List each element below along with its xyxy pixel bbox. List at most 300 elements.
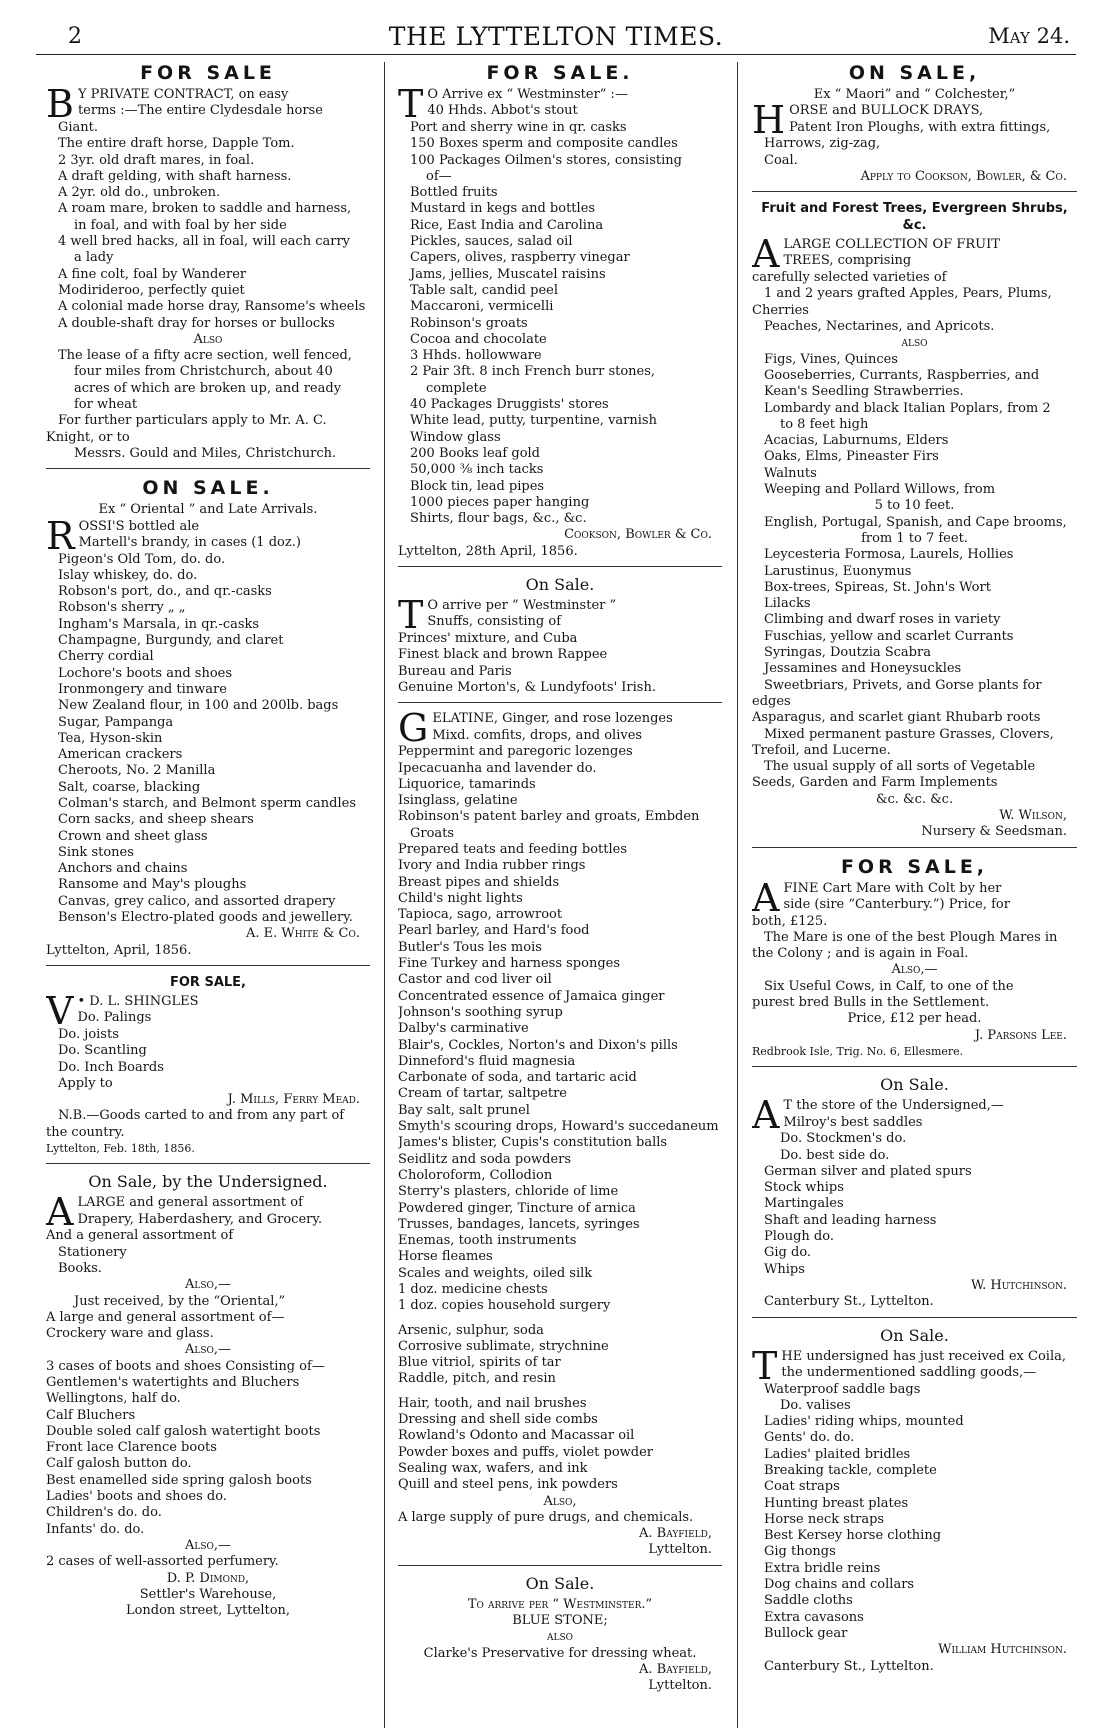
ad-line: BLUE STONE; (512, 1613, 608, 1629)
ad-line: O Arrive ex “ Westminster” :— (427, 87, 628, 102)
ad-line: Knight, or to (46, 429, 130, 445)
drop-cap-letter: T (398, 598, 424, 632)
ad-heading: ON SALE. (142, 477, 274, 500)
ad-line: T the store of the Undersigned,— (783, 1098, 1004, 1114)
ad-line: Anchors and chains (58, 861, 188, 877)
ad-line: Mustard in kegs and bottles (410, 201, 596, 217)
ad-line: Robson's sherry „ „ (58, 600, 186, 616)
ad-line: Tapioca, sago, arrowroot (398, 907, 563, 923)
ad-line: Carbonate of soda, and tartaric acid (398, 1070, 637, 1086)
ad-line: Martell's brandy, in cases (1 doz.) (78, 534, 301, 550)
ad-line: Salt, coarse, blacking (58, 779, 201, 795)
ad-line: Coal. (764, 152, 798, 168)
ad-line: Books. (58, 1260, 102, 1276)
drop-cap-block (752, 103, 1077, 136)
ad-line: edges (752, 693, 791, 709)
ad-line: Prepared teats and feeding bottles (398, 841, 627, 857)
drop-cap-letter: A (752, 1098, 780, 1132)
ad-line: Gig do. (764, 1245, 812, 1261)
ad-line: The Mare is one of the best Plough Mares in (764, 929, 1058, 945)
ad-line: side (sire “Canterbury.”) Price, for (783, 896, 1010, 912)
ad-line: Calf Bluchers (46, 1407, 136, 1423)
ad-line: 50,000 ⅜ inch tacks (410, 462, 544, 478)
ad-line: Ladies' riding whips, mounted (764, 1414, 964, 1430)
ad-line: William Hutchinson. (938, 1642, 1067, 1658)
ad-heading: On Sale. (880, 1075, 949, 1095)
ad-line: Extra bridle reins (764, 1560, 881, 1576)
ad-line: Sealing wax, wafers, and ink (398, 1460, 588, 1476)
ad-line: The lease of a fifty acre section, well fenced, (58, 348, 352, 364)
ad-line: 1 and 2 years grafted Apples, Pears, Plums, (764, 286, 1052, 302)
ad-line: Groats (410, 825, 455, 841)
ad-line: Bay salt, salt prunel (398, 1102, 530, 1118)
ad-line: Bullock gear (764, 1625, 848, 1641)
ad-line: Do. joists (58, 1026, 119, 1042)
ad-line: To arrive per “ Westminster.” (467, 1596, 653, 1612)
ad-line: 2 Pair 3ft. 8 inch French burr stones, (410, 364, 656, 380)
ad-line: Smyth's scouring drops, Howard's succedaneum (398, 1119, 719, 1135)
ad-line: from 1 to 7 feet. (861, 530, 968, 546)
ad-line: a lady (74, 250, 114, 266)
ad-line: A double-shaft dray for horses or bullocks (58, 315, 335, 331)
ad-line: A fine colt, foal by Wanderer (58, 266, 247, 282)
ad-line: O arrive per “ Westminster ” (427, 598, 617, 614)
ad-line: Cherries (752, 302, 809, 318)
ad-line: Gig thongs (764, 1544, 836, 1560)
ad-line: Ex “ Maori” and “ Colchester,” (813, 87, 1016, 102)
ad-line: Martingales (764, 1196, 844, 1212)
ad-line: A 2yr. old do., unbroken. (58, 185, 221, 201)
page-header (36, 20, 1076, 55)
ad-line: Do. Stockmen's do. (780, 1131, 907, 1147)
ad-line: Dog chains and collars (764, 1577, 915, 1593)
ad-line: Shirts, flour bags, &c., &c. (410, 511, 587, 527)
column-1 (42, 60, 374, 1724)
advertisement (394, 1565, 726, 1695)
ad-line: Crockery ware and glass. (46, 1326, 214, 1342)
ad-line: Enemas, tooth instruments (398, 1233, 577, 1249)
ad-line: Calf galosh button do. (46, 1456, 192, 1472)
ad-line: Waterproof saddle bags (764, 1381, 921, 1397)
ad-line: Rowland's Odonto and Macassar oil (398, 1428, 635, 1444)
ad-line: Figs, Vines, Quinces (764, 351, 898, 367)
ad-line: Ironmongery and tinware (58, 681, 227, 697)
ad-line: Climbing and dwarf roses in variety (764, 612, 1001, 628)
divider (752, 847, 1077, 848)
ad-heading: Fruit and Forest Trees, Evergreen Shrubs, &c. (761, 201, 1068, 234)
drop-cap-block (752, 881, 1077, 914)
ad-line: Larustinus, Euonymus (764, 563, 912, 579)
page-number: 2 (68, 24, 82, 49)
ad-line: Robinson's groats (410, 315, 528, 331)
ad-line: American crackers (58, 747, 183, 763)
ad-line: Saddle cloths (764, 1593, 853, 1609)
ad-line: London street, Lyttelton, (125, 1603, 291, 1619)
ad-line: Breast pipes and shields (398, 874, 560, 890)
drop-cap-block (752, 1349, 1077, 1382)
advertisement (748, 847, 1081, 1061)
ad-line: Lyttelton. (648, 1678, 712, 1694)
ad-line: Best Kersey horse clothing (764, 1528, 942, 1544)
ad-line: Jams, jellies, Muscatel raisins (410, 266, 606, 282)
ad-line: 40 Packages Druggists' stores (410, 397, 609, 413)
drop-cap-letter: R (46, 518, 75, 552)
ad-line: Patent Iron Ploughs, with extra fittings, (789, 119, 1051, 135)
ad-line: Oaks, Elms, Pineaster Firs (764, 449, 939, 465)
ad-line: Also (193, 331, 223, 347)
ad-heading: FOR SALE, (170, 974, 246, 990)
ad-line: Front lace Clarence boots (46, 1440, 217, 1456)
ad-line: Infants' do. do. (46, 1521, 145, 1537)
ad-line: And a general assortment of (46, 1228, 234, 1244)
ad-line: Do. Palings (77, 1010, 152, 1026)
ad-line: Breaking tackle, complete (764, 1463, 937, 1478)
ad-line: A. Bayfield, (639, 1661, 712, 1677)
drop-cap-block (398, 598, 722, 631)
issue-date: May 24. (988, 24, 1070, 48)
ad-line: 100 Packages Oilmen's stores, consisting (410, 152, 682, 168)
drop-cap-block (752, 237, 1077, 270)
divider (46, 468, 370, 469)
column-rule (384, 62, 385, 1728)
ad-line: 200 Books leaf gold (410, 445, 541, 461)
ad-heading: FOR SALE, (840, 855, 989, 878)
ad-line: 40 Hhds. Abbot's stout (427, 103, 578, 119)
ad-line: The usual supply of all sorts of Vegetable (764, 759, 1036, 775)
ad-line: 2 3yr. old draft mares, in foal. (58, 152, 255, 168)
ad-line: Gentlemen's watertights and Bluchers (46, 1375, 300, 1390)
ad-line: Butler's Tous les mois (398, 939, 542, 955)
ad-line: A roam mare, broken to saddle and harness, (58, 201, 352, 217)
divider (46, 965, 370, 966)
ad-line: Peppermint and paregoric lozenges (398, 744, 633, 760)
ad-line: J. Parsons Lee. (974, 1027, 1067, 1043)
ad-line: Plough do. (764, 1229, 834, 1245)
ad-line: Snuffs, consisting of (427, 614, 562, 630)
ad-line: Arsenic, sulphur, soda (398, 1322, 544, 1338)
ad-line: Ladies' boots and shoes do. (46, 1489, 227, 1505)
ad-line: the country. (46, 1124, 125, 1140)
ad-line: The entire draft horse, Dapple Tom. (58, 136, 295, 152)
ad-line: HE undersigned has just received ex Coila, (781, 1348, 1066, 1364)
ad-line: Ladies' plaited bridles (764, 1446, 911, 1462)
advertisement (42, 62, 374, 462)
ad-line: Clarke's Preservative for dressing wheat. (423, 1645, 697, 1661)
ad-line: Jessamines and Honeysuckles (764, 661, 962, 677)
ad-line: Children's do. do. (46, 1505, 162, 1521)
ad-line: Dalby's carminative (398, 1021, 529, 1037)
drop-cap-letter: H (752, 103, 786, 137)
ad-line: 3 Hhds. hollowware (410, 348, 542, 364)
drop-cap-block (46, 519, 370, 552)
ad-line: Acacias, Laburnums, Elders (764, 433, 949, 449)
ad-line: Finest black and brown Rappee (398, 647, 608, 663)
ad-line: Lyttelton, April, 1856. (46, 942, 192, 958)
ad-line: Crown and sheet glass (58, 828, 208, 844)
column-rule (737, 62, 738, 1728)
ad-line: Horse neck straps (764, 1511, 885, 1527)
ad-line: Ivory and India rubber rings (398, 858, 586, 874)
ad-line: TREES, comprising (783, 253, 912, 269)
ad-line: Nursery & Seedsman. (921, 824, 1067, 840)
ad-line: Port and sherry wine in qr. casks (410, 120, 627, 135)
ad-heading: On Sale. (525, 1573, 595, 1593)
ad-line: Harrows, zig-zag, (764, 136, 881, 152)
ad-line: Also, (543, 1493, 577, 1509)
ad-line: terms :—The entire Clydesdale horse (77, 103, 323, 119)
ad-line: Corrosive sublimate, strychnine (398, 1338, 609, 1354)
ad-line: For further particulars apply to Mr. A. C. (58, 413, 327, 429)
ad-line: Canterbury St., Lyttelton. (764, 1658, 934, 1674)
ad-line: Fuschias, yellow and scarlet Currants (764, 628, 1014, 644)
ad-heading: FOR SALE. (486, 62, 634, 84)
ad-line: A draft gelding, with shaft harness. (58, 168, 292, 184)
ad-line: Canvas, grey calico, and assorted drapery (58, 893, 336, 909)
ad-line: Gents' do. do. (764, 1430, 855, 1446)
ad-line: Princes' mixture, and Cuba (398, 631, 578, 647)
ad-line: Genuine Morton's, & Lundyfoots' Irish. (398, 679, 656, 695)
ad-line: White lead, putty, turpentine, varnish (410, 413, 657, 429)
ad-line: Raddle, pitch, and resin (398, 1371, 556, 1387)
ad-line: Cocoa and chocolate (410, 331, 547, 347)
ad-line: Hunting breast plates (764, 1495, 909, 1511)
ad-line: Mixed permanent pasture Grasses, Clovers, (764, 726, 1054, 742)
advertisement (394, 566, 726, 696)
ad-line: W. Hutchinson. (971, 1277, 1067, 1293)
ad-line: Horse fleames (398, 1249, 493, 1265)
ad-line: A large supply of pure drugs, and chemicals. (398, 1509, 694, 1525)
ad-line: both, £125. (752, 913, 828, 929)
ad-line: Lilacks (764, 596, 811, 612)
drop-cap-block (46, 87, 370, 120)
drop-cap-letter: A (752, 880, 780, 914)
ad-line: Sterry's plasters, chloride of lime (398, 1184, 619, 1200)
ad-line: Trefoil, and Lucerne. (752, 742, 891, 758)
advertisement (748, 62, 1081, 185)
ad-line: the Colony ; and is again in Foal. (752, 946, 969, 962)
divider (46, 1163, 370, 1164)
ad-line: 1000 pieces paper hanging (410, 494, 590, 510)
ad-line: Also,— (184, 1537, 232, 1553)
ad-line: Six Useful Cows, in Calf, to one of the (764, 978, 1014, 994)
ad-line: Powder boxes and puffs, violet powder (398, 1444, 653, 1460)
ad-line: Shaft and leading harness (764, 1212, 937, 1228)
drop-cap-block (46, 994, 370, 1027)
ad-line: Kean's Seedling Strawberries. (764, 384, 964, 400)
ad-line: purest bred Bulls in the Settlement. (752, 995, 990, 1011)
ad-line: Seidlitz and soda powders (398, 1151, 572, 1167)
ad-line: 5 to 10 feet. (874, 498, 955, 514)
ad-line: Wellingtons, half do. (46, 1391, 181, 1407)
ad-line: in foal, and with foal by her side (74, 217, 287, 233)
ad-line: D. P. Dimond, (166, 1570, 250, 1586)
divider (752, 1317, 1077, 1318)
ad-line: 1 doz. copies household surgery (398, 1298, 611, 1314)
ad-line: Lyttelton, 28th April, 1856. (398, 543, 578, 559)
ad-line: • D. L. SHINGLES (77, 993, 199, 1009)
ad-line: ORSE and BULLOCK DRAYS, (789, 103, 984, 119)
ad-line: Mixd. comfits, drops, and olives (432, 727, 643, 743)
advertisement (42, 965, 374, 1157)
ad-line: 2 cases of well-assorted perfumery. (46, 1554, 279, 1570)
ad-line: Also,— (184, 1277, 232, 1293)
ad-line: the undermentioned saddling goods,— (781, 1364, 1037, 1380)
divider (752, 1066, 1077, 1067)
ad-line: Scales and weights, oiled silk (398, 1265, 593, 1281)
ad-line: Giant. (58, 120, 99, 135)
ad-line: J. Mills, Ferry Mead. (227, 1092, 360, 1108)
ad-line: Just received, by the “Oriental,” (74, 1293, 286, 1309)
divider (398, 702, 722, 703)
ad-line: Islay whiskey, do. do. (58, 567, 198, 583)
ad-line: Block tin, lead pipes (410, 478, 545, 494)
column-3 (748, 60, 1081, 1724)
ad-line: Concentrated essence of Jamaica ginger (398, 988, 665, 1004)
ad-line: Johnson's soothing syrup (398, 1004, 563, 1020)
ad-line: A large and general assortment of— (46, 1309, 285, 1325)
ad-line: Box-trees, Spireas, St. John's Wort (764, 579, 991, 595)
ad-line: Extra cavasons (764, 1609, 864, 1625)
ad-line: Ransome and May's ploughs (58, 877, 247, 893)
ad-line: Do. valises (780, 1397, 851, 1413)
ad-line: Castor and cod liver oil (398, 972, 552, 988)
ad-line: Canterbury St., Lyttelton. (764, 1294, 934, 1310)
ad-line: Whips (764, 1261, 805, 1277)
ad-line: Lyttelton, Feb. 18th, 1856. (46, 1142, 195, 1156)
ad-line: English, Portugal, Spanish, and Cape brooms, (764, 514, 1067, 530)
ad-line: Blair's, Cockles, Norton's and Dixon's pills (398, 1037, 678, 1053)
ad-line: Cherry cordial (58, 649, 154, 665)
ad-line: Also,— (891, 962, 938, 978)
ad-line: Asparagus, and scarlet giant Rhubarb roots (752, 710, 1041, 726)
ad-line: Sink stones (58, 844, 134, 860)
ad-line: Cookson, Bowler & Co. (564, 527, 712, 543)
ad-line: Syringas, Doutzia Scabra (764, 645, 931, 661)
ad-line: A. E. White & Co. (245, 926, 360, 942)
ad-line: Tea, Hyson-skin (58, 730, 163, 746)
ad-line: Fine Turkey and harness sponges (398, 956, 621, 972)
ad-line: Seeds, Garden and Farm Implements (752, 775, 998, 791)
ad-line: Lyttelton. (648, 1542, 712, 1558)
drop-cap-block (752, 1098, 1077, 1131)
ad-line (398, 1315, 722, 1323)
divider (398, 566, 722, 567)
ad-line: Pigeon's Old Tom, do. do. (58, 551, 226, 567)
divider (752, 191, 1077, 192)
ad-line: Milroy's best saddles (783, 1114, 923, 1130)
ad-line: Gooseberries, Currants, Raspberries, and (764, 367, 1040, 383)
ad-line: Child's night lights (398, 890, 523, 906)
drop-cap-letter: A (46, 1195, 74, 1229)
ad-line: 1 doz. medicine chests (398, 1282, 548, 1297)
ad-line: 4 well bred hacks, all in foal, will each carry (58, 234, 351, 250)
drop-cap-letter: V (46, 993, 74, 1027)
drop-cap-letter: A (752, 237, 780, 271)
ad-line: OSSI'S bottled ale (78, 518, 200, 534)
ad-line: Isinglass, gelatine (398, 793, 518, 809)
ad-line: New Zealand flour, in 100 and 200lb. bags (58, 698, 339, 714)
advertisement (748, 1066, 1081, 1310)
ad-line: Quill and steel pens, ink powders (398, 1477, 618, 1493)
ad-heading: On Sale, by the Undersigned. (88, 1172, 328, 1192)
ad-line: Modirideroo, perfectly quiet (58, 282, 245, 298)
ad-line: Stock whips (764, 1180, 844, 1196)
ad-line: Lochore's boots and shoes (58, 665, 233, 681)
ad-line: Bureau and Paris (398, 663, 512, 679)
ad-line: German silver and plated spurs (764, 1163, 972, 1179)
ad-line: Do. best side do. (780, 1147, 890, 1163)
ad-line: Window glass (410, 429, 501, 445)
ad-line: Drapery, Haberdashery, and Grocery. (77, 1211, 323, 1227)
ad-heading: FOR SALE (140, 62, 276, 84)
ad-line: Sweetbriars, Privets, and Gorse plants for (764, 677, 1042, 693)
divider (398, 1565, 722, 1566)
ad-line: Pearl barley, and Hard's food (398, 923, 590, 939)
ad-line: Hair, tooth, and nail brushes (398, 1395, 587, 1411)
ad-line: Y PRIVATE CONTRACT, on easy (77, 87, 289, 102)
drop-cap-block (398, 87, 722, 120)
ad-line: carefully selected varieties of (752, 270, 947, 286)
ad-line: Cream of tartar, saltpetre (398, 1086, 567, 1102)
ad-heading: On Sale. (880, 1325, 949, 1345)
ad-line: of— (426, 168, 452, 184)
ad-line: also (546, 1629, 574, 1645)
ad-line: &c. &c. &c. (875, 791, 954, 807)
ad-line: FINE Cart Mare with Colt by her (783, 880, 1002, 896)
ad-line: A colonial made horse dray, Ransome's wheels (58, 299, 366, 315)
drop-cap-block (398, 711, 722, 744)
ad-line: Benson's Electro-plated goods and jewellery. (58, 910, 353, 926)
ad-line: Colman's starch, and Belmont sperm candles (58, 795, 357, 811)
ad-line: Do. Scantling (58, 1043, 147, 1059)
ad-line: A. Bayfield, (639, 1526, 712, 1542)
ad-line: ELATINE, Ginger, and rose lozenges (432, 711, 673, 727)
ad-line: Stationery (58, 1244, 127, 1260)
ad-line: Rice, East India and Carolina (410, 217, 604, 233)
ad-line: Messrs. Gould and Miles, Christchurch. (74, 445, 337, 461)
ad-line: Peaches, Nectarines, and Apricots. (764, 319, 995, 335)
drop-cap-letter: G (398, 711, 429, 745)
newspaper-title: THE LYTTELTON TIMES. (388, 22, 724, 51)
column-2 (394, 60, 726, 1724)
ad-line: Trusses, bandages, lancets, syringes (398, 1216, 640, 1232)
advertisement (394, 702, 726, 1559)
ad-line: Apply to Cookson, Bowler, & Co. (860, 168, 1067, 184)
ad-line: four miles from Christchurch, about 40 (74, 364, 333, 380)
ad-line: Sugar, Pampanga (58, 714, 174, 730)
ad-line: Do. Inch Boards (58, 1059, 164, 1075)
ad-line: Apply to (58, 1075, 113, 1091)
ad-line: Coat straps (764, 1479, 840, 1495)
ad-line: Robinson's patent barley and groats, Embden (398, 809, 700, 825)
ad-line: Champagne, Burgundy, and claret (58, 633, 284, 649)
advertisement (394, 62, 726, 560)
ad-line: Pickles, sauces, salad oil (410, 234, 573, 250)
drop-cap-letter: B (46, 87, 74, 120)
ad-line: Redbrook Isle, Trig. No. 6, Ellesmere. (752, 1044, 964, 1058)
ad-line: LARGE and general assortment of (77, 1195, 303, 1211)
ad-line: LARGE COLLECTION OF FRUIT (783, 237, 1000, 253)
advertisement (748, 191, 1081, 840)
ad-line: also (901, 335, 928, 351)
ad-line: Liquorice, tamarinds (398, 776, 536, 792)
ad-line: for wheat (74, 397, 138, 413)
ad-line: Blue vitriol, spirits of tar (398, 1355, 561, 1371)
ad-line: Double soled calf galosh watertight boots (46, 1423, 321, 1439)
ad-line: complete (426, 380, 487, 396)
ad-line: Ex “ Oriental ” and Late Arrivals. (98, 502, 318, 518)
advertisement (42, 468, 374, 959)
